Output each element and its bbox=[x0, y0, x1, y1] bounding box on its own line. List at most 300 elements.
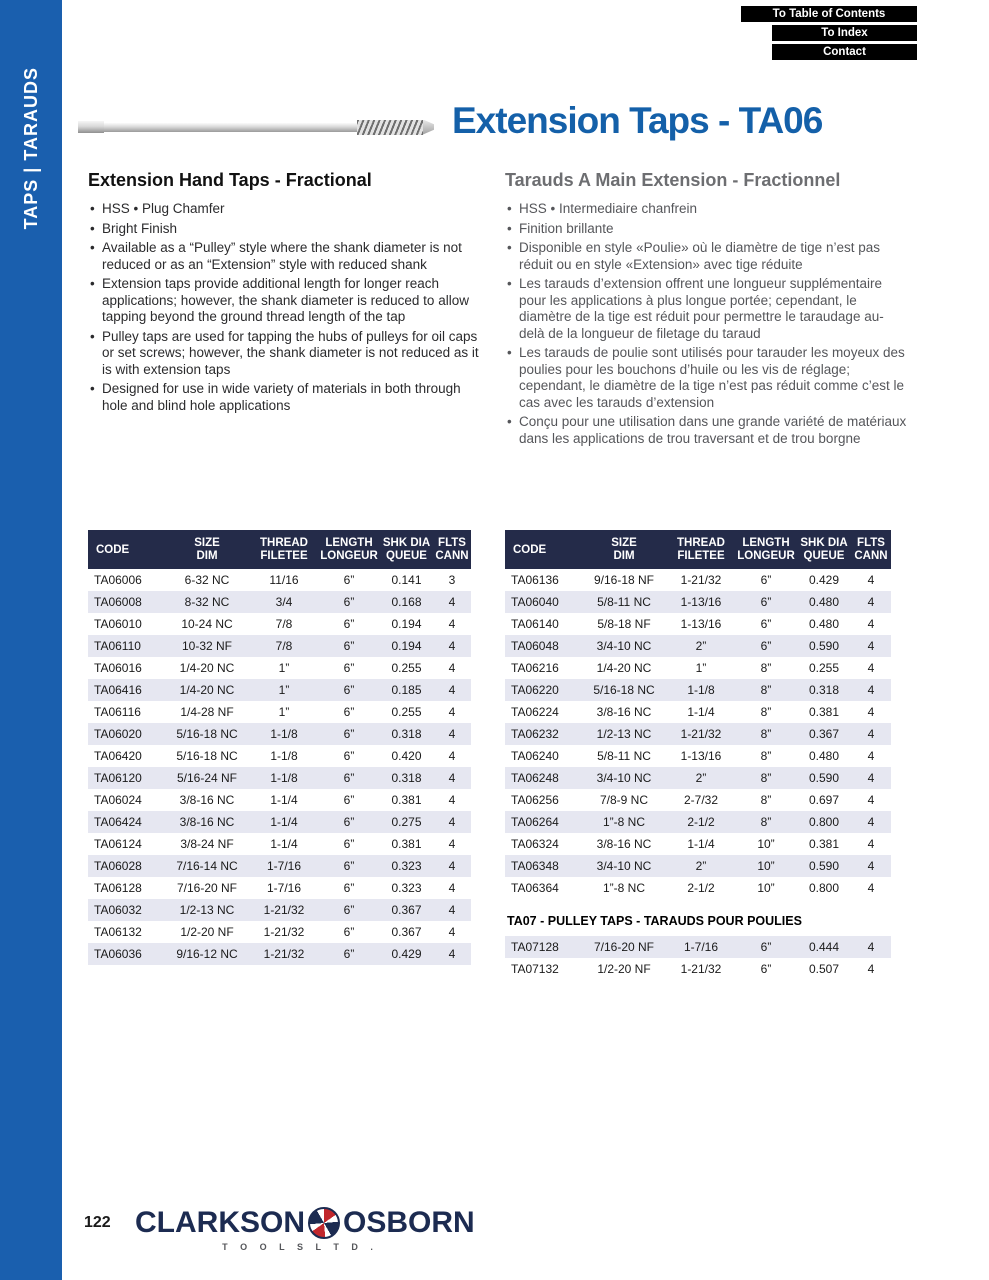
table-cell: 0.420 bbox=[391, 749, 422, 763]
page-number: 122 bbox=[84, 1214, 111, 1231]
table-cell: 1-1/8 bbox=[270, 727, 298, 741]
col-header-shkdia: SHK DIA QUEUE bbox=[380, 530, 433, 569]
table-cell: 0.318 bbox=[808, 683, 840, 697]
table-cell: 4 bbox=[448, 617, 456, 631]
table-row bbox=[88, 789, 471, 811]
left-table-body bbox=[88, 569, 471, 965]
table-cell: 0.323 bbox=[391, 881, 422, 895]
table-cell: 10” bbox=[757, 837, 775, 851]
table-cell: 0.507 bbox=[808, 962, 840, 976]
table-cell: TA06216 bbox=[511, 661, 559, 675]
table-cell: 4 bbox=[448, 881, 456, 895]
table-cell: TA06364 bbox=[511, 881, 559, 895]
table-row bbox=[505, 767, 891, 789]
table-cell: 4 bbox=[867, 595, 875, 609]
table-cell: 0.141 bbox=[391, 573, 422, 587]
table-cell: 0.381 bbox=[808, 837, 840, 851]
table-cell: 8” bbox=[760, 749, 772, 763]
table-cell: TA06324 bbox=[511, 837, 559, 851]
table-cell: 10” bbox=[757, 859, 775, 873]
table-cell: 6” bbox=[343, 947, 355, 961]
table-cell: 8” bbox=[760, 683, 772, 697]
english-section bbox=[88, 170, 482, 417]
table-cell: TA06264 bbox=[511, 815, 559, 829]
table-cell: 1-1/4 bbox=[270, 837, 298, 851]
table-cell: 0.318 bbox=[391, 771, 422, 785]
table-cell: 6” bbox=[343, 661, 355, 675]
table-cell: 6” bbox=[343, 793, 355, 807]
table-cell: 8” bbox=[760, 705, 772, 719]
table-cell: 5/16-24 NF bbox=[176, 771, 238, 785]
table-cell: 4 bbox=[448, 595, 456, 609]
table-cell: 3/4-10 NC bbox=[596, 639, 652, 653]
left-spec-table bbox=[88, 530, 471, 965]
bullet-item: • Disponible en style «Poulie» où le diamètre de tige n’est pas réduit ou en style «Extension» avec tige réduite bbox=[505, 240, 907, 273]
col-header-flts: FLTS CANN bbox=[433, 530, 471, 569]
table-cell: 4 bbox=[867, 727, 875, 741]
table-cell: 5/8-18 NF bbox=[597, 617, 651, 631]
bullet-item: • Finition brillante bbox=[505, 221, 907, 238]
bullet-item: • Les tarauds de poulie sont utilisés pour tarauder les moyeux des poulies pour les bouchons d’huile ou les vis de réglage; cependant, le diamètre de la tige n’est pas réduit comme c’est le cas avec les tarauds d’extension bbox=[505, 345, 907, 411]
gear-logo-icon bbox=[308, 1207, 340, 1239]
table-cell: 0.194 bbox=[391, 617, 422, 631]
table-cell: 0.275 bbox=[391, 815, 422, 829]
table-row bbox=[88, 855, 471, 877]
nav-to-index-button[interactable]: To Index bbox=[772, 25, 917, 41]
table-cell: 3/4-10 NC bbox=[596, 859, 652, 873]
table-cell: 7/16-14 NC bbox=[176, 859, 238, 873]
table-cell: 1-21/32 bbox=[680, 573, 722, 587]
table-row bbox=[88, 613, 471, 635]
table-cell: 4 bbox=[867, 573, 875, 587]
brand-first-word: CLARKSON bbox=[135, 1206, 305, 1239]
table-row bbox=[88, 569, 471, 591]
table-cell: 6” bbox=[760, 639, 772, 653]
table-cell: 1-1/8 bbox=[270, 771, 298, 785]
bullet-item: • HSS • Intermediaire chanfrein bbox=[505, 201, 907, 218]
table-cell: 1/4-20 NC bbox=[179, 683, 235, 697]
table-cell: TA06120 bbox=[94, 771, 142, 785]
table-cell: 6” bbox=[760, 617, 772, 631]
table-cell: 1/4-28 NF bbox=[180, 705, 234, 719]
table-row bbox=[88, 745, 471, 767]
table-cell: 2-1/2 bbox=[687, 815, 715, 829]
col-header-size: SIZE DIM bbox=[581, 530, 667, 569]
table-row bbox=[505, 789, 891, 811]
table-cell: 1-1/4 bbox=[270, 815, 298, 829]
table-cell: 4 bbox=[448, 705, 456, 719]
table-cell: 2-1/2 bbox=[687, 881, 715, 895]
table-row bbox=[505, 613, 891, 635]
french-section bbox=[505, 170, 907, 450]
right-spec-table bbox=[505, 530, 891, 899]
table-cell: 10-24 NC bbox=[181, 617, 233, 631]
table-cell: 4 bbox=[448, 661, 456, 675]
table-cell: TA06032 bbox=[94, 903, 142, 917]
table-row bbox=[88, 943, 471, 965]
table-cell: 4 bbox=[448, 771, 456, 785]
table-cell: TA06132 bbox=[94, 925, 142, 939]
table-row bbox=[505, 591, 891, 613]
table-cell: 4 bbox=[867, 749, 875, 763]
table-cell: 0.590 bbox=[808, 639, 840, 653]
table-cell: 1-21/32 bbox=[680, 962, 722, 976]
table-cell: 10” bbox=[757, 881, 775, 895]
bullet-item: • Bright Finish bbox=[88, 221, 482, 238]
table-cell: 0.429 bbox=[808, 573, 840, 587]
left-table-container bbox=[88, 530, 471, 965]
table-cell: 0.480 bbox=[808, 617, 840, 631]
table-cell: 0.590 bbox=[808, 771, 840, 785]
table-cell: 6” bbox=[343, 815, 355, 829]
nav-contact-button[interactable]: Contact bbox=[772, 44, 917, 60]
table-cell: TA06020 bbox=[94, 727, 142, 741]
page-title: Extension Taps - TA06 bbox=[452, 100, 823, 141]
table-cell: 4 bbox=[448, 639, 456, 653]
table-cell: 7/8-9 NC bbox=[599, 793, 649, 807]
sidebar-band bbox=[0, 0, 62, 1280]
table-row bbox=[88, 591, 471, 613]
brand-second-word: OSBORN bbox=[343, 1206, 475, 1239]
table-cell: 3/8-16 NC bbox=[179, 793, 235, 807]
table-cell: TA07128 bbox=[511, 940, 559, 954]
table-cell: TA06036 bbox=[94, 947, 142, 961]
table-cell: 6” bbox=[760, 573, 772, 587]
table-cell: TA07132 bbox=[511, 962, 559, 976]
table-cell: 1-7/16 bbox=[266, 881, 302, 895]
table-row bbox=[88, 679, 471, 701]
table-cell: 1-13/16 bbox=[680, 595, 722, 609]
table-cell: 6” bbox=[343, 859, 355, 873]
table-cell: 6” bbox=[343, 925, 355, 939]
table-cell: 4 bbox=[867, 859, 875, 873]
table-cell: 1-1/8 bbox=[270, 749, 298, 763]
table-cell: 3/8-16 NC bbox=[596, 837, 652, 851]
table-cell: TA06416 bbox=[94, 683, 142, 697]
bullet-item: • Available as a “Pulley” style where the shank diameter is not reduced or as an “Extension” style with reduced shank bbox=[88, 240, 482, 273]
table-cell: 7/8 bbox=[275, 617, 293, 631]
table-cell: TA06232 bbox=[511, 727, 559, 741]
table-cell: 0.800 bbox=[808, 815, 840, 829]
table-cell: TA06240 bbox=[511, 749, 559, 763]
table-cell: 2” bbox=[695, 639, 707, 653]
table-cell: 1-21/32 bbox=[263, 903, 305, 917]
table-cell: 1-1/4 bbox=[687, 705, 715, 719]
pulley-table bbox=[505, 936, 891, 980]
table-cell: 0.318 bbox=[391, 727, 422, 741]
table-cell: 4 bbox=[867, 962, 875, 976]
col-header-flts: FLTS CANN bbox=[851, 530, 891, 569]
table-cell: 1-21/32 bbox=[263, 925, 305, 939]
table-cell: 5/16-18 NC bbox=[176, 727, 238, 741]
table-cell: TA06140 bbox=[511, 617, 559, 631]
brand-subtitle: T O O L S L T D . bbox=[222, 1242, 378, 1252]
table-cell: 7/16-20 NF bbox=[593, 940, 655, 954]
table-header bbox=[505, 530, 891, 569]
table-header bbox=[88, 530, 471, 569]
table-cell: 6” bbox=[760, 595, 772, 609]
table-cell: TA06420 bbox=[94, 749, 142, 763]
table-row bbox=[505, 723, 891, 745]
table-row bbox=[505, 936, 891, 958]
table-cell: 1-1/4 bbox=[270, 793, 298, 807]
table-cell: 9/16-18 NF bbox=[593, 573, 655, 587]
table-cell: 0.323 bbox=[391, 859, 422, 873]
table-cell: 4 bbox=[867, 661, 875, 675]
right-table-container bbox=[505, 530, 891, 980]
nav-to-table-of-contents-button[interactable]: To Table of Contents bbox=[741, 6, 917, 22]
sidebar-label: TAPS | TARAUDS bbox=[20, 66, 41, 230]
table-cell: 4 bbox=[867, 705, 875, 719]
bullet-item: • Extension taps provide additional length for longer reach applications; however, the shank diameter is reduced to allow tapping beyond the ground thread length of the tap bbox=[88, 276, 482, 326]
table-cell: 4 bbox=[867, 617, 875, 631]
table-cell: 4 bbox=[448, 815, 456, 829]
table-cell: 4 bbox=[448, 947, 456, 961]
table-cell: 0.367 bbox=[391, 925, 422, 939]
table-cell: 8” bbox=[760, 661, 772, 675]
table-cell: 7/8 bbox=[275, 639, 293, 653]
table-row bbox=[505, 833, 891, 855]
table-cell: TA06028 bbox=[94, 859, 142, 873]
table-cell: 0.367 bbox=[391, 903, 422, 917]
table-cell: TA06348 bbox=[511, 859, 559, 873]
table-cell: 0.697 bbox=[808, 793, 840, 807]
table-cell: 0.480 bbox=[808, 595, 840, 609]
table-cell: TA06006 bbox=[94, 573, 142, 587]
table-row bbox=[88, 767, 471, 789]
tap-square-end bbox=[78, 121, 104, 133]
col-header-code: CODE bbox=[88, 530, 164, 569]
table-cell: 4 bbox=[448, 683, 456, 697]
table-cell: 6” bbox=[343, 881, 355, 895]
table-row bbox=[88, 657, 471, 679]
table-row bbox=[505, 679, 891, 701]
col-header-length: LENGTH LONGEUR bbox=[735, 530, 797, 569]
table-cell: 1” bbox=[278, 683, 290, 697]
table-cell: TA06128 bbox=[94, 881, 142, 895]
table-cell: 6” bbox=[343, 639, 355, 653]
table-cell: 1” bbox=[278, 661, 290, 675]
bullet-item: • Pulley taps are used for tapping the hubs of pulleys for oil caps or set screws; however, the shank diameter is not reduced as it is with extension taps bbox=[88, 329, 482, 379]
table-cell: 3/8-24 NF bbox=[180, 837, 234, 851]
brand-row bbox=[135, 1206, 475, 1240]
table-cell: 8” bbox=[760, 727, 772, 741]
table-cell: 4 bbox=[867, 837, 875, 851]
table-cell: 0.429 bbox=[391, 947, 422, 961]
english-heading: Extension Hand Taps - Fractional bbox=[88, 170, 372, 190]
nav-buttons bbox=[741, 6, 917, 60]
table-cell: 0.800 bbox=[808, 881, 840, 895]
table-row bbox=[505, 855, 891, 877]
table-cell: 0.185 bbox=[391, 683, 422, 697]
table-cell: 1-21/32 bbox=[680, 727, 722, 741]
table-cell: 8” bbox=[760, 793, 772, 807]
table-cell: TA06256 bbox=[511, 793, 559, 807]
table-cell: 1” bbox=[695, 661, 707, 675]
table-cell: 1-21/32 bbox=[263, 947, 305, 961]
tap-threaded-end bbox=[357, 120, 423, 135]
table-cell: 0.255 bbox=[391, 661, 422, 675]
bullet-item: • Les tarauds d’extension offrent une longueur supplémentaire pour les applications à plus longue portée; cependant, le diamètre de la tige est réduit pour permettre le taraudage au-delà de la longueur de filetage du taraud bbox=[505, 276, 907, 342]
table-cell: TA06224 bbox=[511, 705, 559, 719]
table-cell: 4 bbox=[448, 903, 456, 917]
table-cell: 11/16 bbox=[269, 573, 299, 587]
table-cell: 4 bbox=[448, 727, 456, 741]
bullet-item: • HSS • Plug Chamfer bbox=[88, 201, 482, 218]
french-bullet-list bbox=[505, 201, 907, 447]
tap-shank bbox=[104, 123, 357, 132]
table-cell: 5/8-11 NC bbox=[597, 749, 651, 763]
table-cell: TA06008 bbox=[94, 595, 142, 609]
table-cell: 1-1/8 bbox=[687, 683, 715, 697]
table-cell: TA06116 bbox=[94, 705, 141, 719]
table-cell: 1-1/4 bbox=[687, 837, 715, 851]
table-cell: TA06110 bbox=[94, 639, 141, 653]
table-cell: 6” bbox=[343, 573, 355, 587]
table-cell: 6” bbox=[343, 727, 355, 741]
col-header-size: SIZE DIM bbox=[164, 530, 250, 569]
table-row bbox=[505, 657, 891, 679]
table-cell: 0.381 bbox=[391, 793, 422, 807]
col-header-length: LENGTH LONGEUR bbox=[318, 530, 380, 569]
table-cell: 8” bbox=[760, 815, 772, 829]
table-cell: 9/16-12 NC bbox=[176, 947, 238, 961]
table-cell: TA06010 bbox=[94, 617, 142, 631]
table-cell: TA06124 bbox=[94, 837, 142, 851]
table-row bbox=[505, 569, 891, 591]
table-cell: 0.480 bbox=[808, 749, 840, 763]
right-table-body bbox=[505, 569, 891, 899]
table-cell: 3/4 bbox=[275, 595, 293, 609]
table-row bbox=[505, 635, 891, 657]
table-cell: 3/4-10 NC bbox=[596, 771, 652, 785]
table-row bbox=[88, 811, 471, 833]
table-cell: 6-32 NC bbox=[184, 573, 230, 587]
table-cell: 4 bbox=[448, 749, 456, 763]
english-bullet-list bbox=[88, 201, 482, 414]
table-row bbox=[88, 921, 471, 943]
table-cell: 2” bbox=[695, 859, 707, 873]
col-header-thread: THREAD FILETEE bbox=[250, 530, 318, 569]
table-row bbox=[88, 833, 471, 855]
table-cell: 3 bbox=[448, 573, 456, 587]
table-cell: 1/4-20 NC bbox=[596, 661, 652, 675]
table-cell: 6” bbox=[343, 903, 355, 917]
table-row bbox=[88, 701, 471, 723]
table-cell: 8-32 NC bbox=[184, 595, 230, 609]
tap-tip bbox=[423, 120, 434, 135]
table-cell: 6” bbox=[760, 962, 772, 976]
table-row bbox=[505, 811, 891, 833]
tap-illustration bbox=[78, 113, 434, 141]
table-cell: 1-7/16 bbox=[683, 940, 719, 954]
table-cell: 1”-8 NC bbox=[602, 815, 645, 829]
table-cell: 5/16-18 NC bbox=[176, 749, 238, 763]
table-cell: 4 bbox=[867, 639, 875, 653]
table-cell: 5/16-18 NC bbox=[593, 683, 655, 697]
table-cell: 1/2-13 NC bbox=[596, 727, 652, 741]
brand-logo bbox=[135, 1206, 475, 1252]
table-cell: 4 bbox=[448, 859, 456, 873]
table-row bbox=[88, 723, 471, 745]
table-cell: TA06040 bbox=[511, 595, 559, 609]
table-cell: 1” bbox=[278, 705, 290, 719]
table-cell: 6” bbox=[343, 749, 355, 763]
table-cell: 6” bbox=[343, 705, 355, 719]
table-cell: 4 bbox=[448, 925, 456, 939]
table-cell: 2-7/32 bbox=[683, 793, 719, 807]
col-header-thread: THREAD FILETEE bbox=[667, 530, 735, 569]
table-row bbox=[88, 635, 471, 657]
table-cell: 6” bbox=[343, 617, 355, 631]
table-cell: TA06048 bbox=[511, 639, 559, 653]
table-cell: 1/4-20 NC bbox=[179, 661, 235, 675]
table-cell: 3/8-16 NC bbox=[179, 815, 235, 829]
table-cell: TA06016 bbox=[94, 661, 142, 675]
table-cell: 4 bbox=[867, 771, 875, 785]
table-row bbox=[88, 877, 471, 899]
table-cell: 6” bbox=[343, 595, 355, 609]
pulley-table-body bbox=[505, 936, 891, 980]
table-cell: 0.444 bbox=[808, 940, 840, 954]
table-cell: 1/2-20 NF bbox=[597, 962, 651, 976]
table-row bbox=[505, 745, 891, 767]
table-cell: 2” bbox=[695, 771, 707, 785]
table-cell: 0.168 bbox=[391, 595, 422, 609]
table-cell: 0.255 bbox=[808, 661, 840, 675]
table-cell: 1-13/16 bbox=[680, 617, 722, 631]
table-cell: 0.194 bbox=[391, 639, 422, 653]
table-cell: 0.381 bbox=[391, 837, 422, 851]
table-cell: 6” bbox=[343, 837, 355, 851]
table-cell: 6” bbox=[760, 940, 772, 954]
table-cell: 0.255 bbox=[391, 705, 422, 719]
table-cell: TA06136 bbox=[511, 573, 559, 587]
col-header-shkdia: SHK DIA QUEUE bbox=[797, 530, 851, 569]
table-cell: 0.367 bbox=[808, 727, 840, 741]
table-cell: 7/16-20 NF bbox=[176, 881, 238, 895]
table-cell: 6” bbox=[343, 683, 355, 697]
table-cell: 8” bbox=[760, 771, 772, 785]
table-cell: 3/8-16 NC bbox=[596, 705, 652, 719]
bullet-item: • Conçu pour une utilisation dans une grande variété de matériaux dans les applications de trou traversant et de trou borgne bbox=[505, 414, 907, 447]
table-cell: 5/8-11 NC bbox=[597, 595, 651, 609]
table-row bbox=[505, 877, 891, 899]
table-row bbox=[88, 899, 471, 921]
table-cell: TA06220 bbox=[511, 683, 559, 697]
table-cell: 1-7/16 bbox=[266, 859, 302, 873]
table-cell: 4 bbox=[867, 793, 875, 807]
table-cell: 4 bbox=[448, 793, 456, 807]
table-cell: 1”-8 NC bbox=[602, 881, 645, 895]
table-cell: 1/2-13 NC bbox=[179, 903, 235, 917]
table-row bbox=[505, 958, 891, 980]
table-cell: 4 bbox=[867, 815, 875, 829]
bullet-item: • Designed for use in wide variety of materials in both through hole and blind hole applications bbox=[88, 381, 482, 414]
table-cell: 1-13/16 bbox=[680, 749, 722, 763]
table-cell: 4 bbox=[867, 683, 875, 697]
table-cell: 0.590 bbox=[808, 859, 840, 873]
col-header-code: CODE bbox=[505, 530, 581, 569]
table-row bbox=[505, 701, 891, 723]
table-cell: 0.381 bbox=[808, 705, 840, 719]
table-cell: 1/2-20 NF bbox=[180, 925, 234, 939]
table-cell: 4 bbox=[867, 940, 875, 954]
table-cell: TA06248 bbox=[511, 771, 559, 785]
table-cell: 6” bbox=[343, 771, 355, 785]
table-cell: 10-32 NF bbox=[181, 639, 233, 653]
table-cell: 4 bbox=[448, 837, 456, 851]
